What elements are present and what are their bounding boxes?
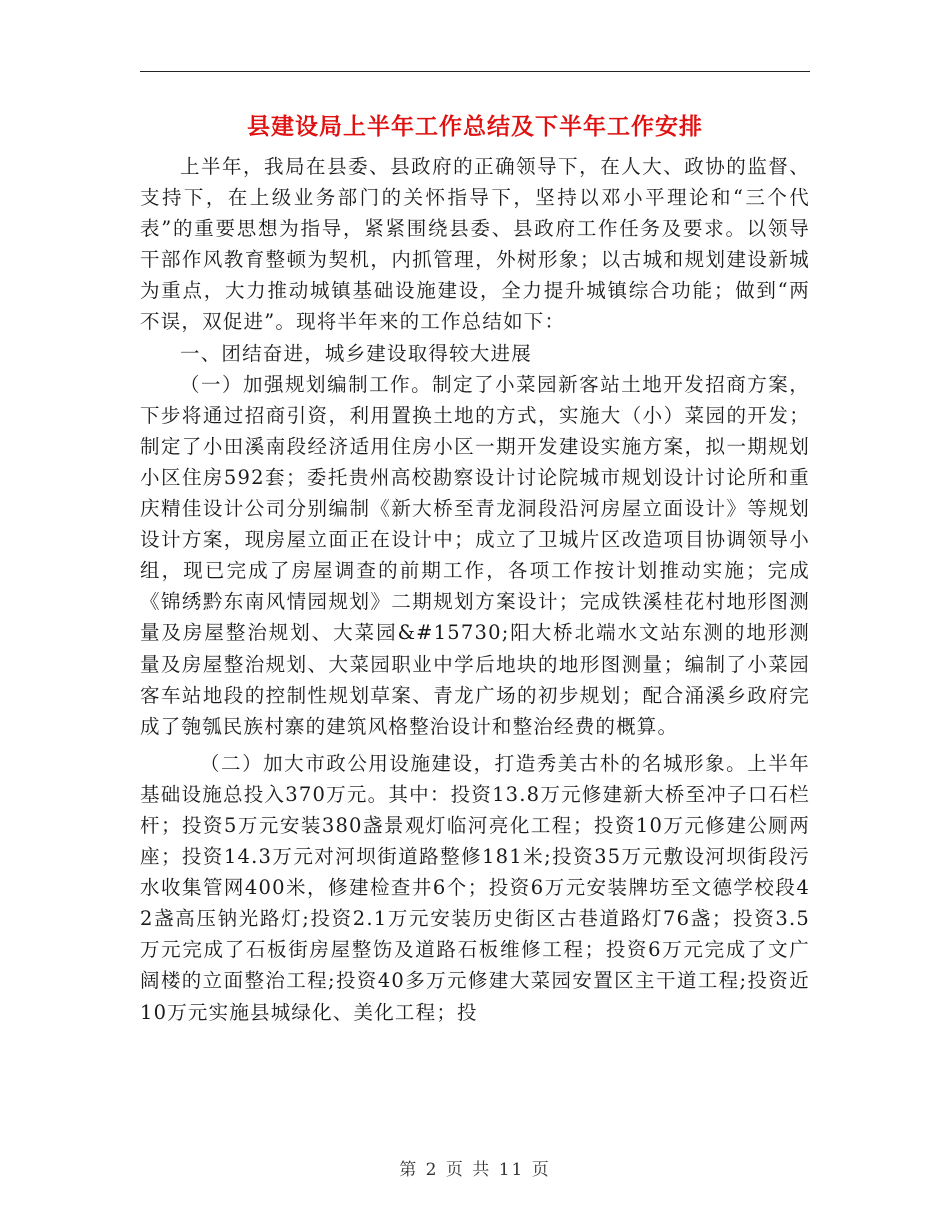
section-heading: 一、团结奋进，城乡建设取得较大进展: [180, 341, 532, 365]
document-body: [140, 151, 810, 1028]
page-footer: 第 2 页 共 11 页: [399, 1160, 551, 1180]
document-title: 县建设局上半年工作总结及下半年工作安排: [247, 113, 703, 140]
header-rule: [140, 71, 810, 72]
subsection-1-paragraph: （一）加强规划编制工作。制定了小菜园新客站土地开发招商方案，下步将通过招商引资，利用置换土地的方式，实施大（小）菜园的开发；制定了小田溪南段经济适用住房小区一期开发建设实施方案，拟一期规划小区住房592套；委托贵州高校勘察设计讨论院城市规划设计讨论所和重庆精佳设计公司分别编制《新大桥至青龙洞段沿河房屋立面设计》等规划设计方案，现房屋立面正在设计中；成立了卫城片区改造项目协调领导小组，现已完成了房屋调查的前期工作，各项工作按计划推动实施；完成《锦绣黔东南风情园规划》二期规划方案设计；完成铁溪桂花村地形图测量及房屋整治规划、大菜园&#15730;阳大桥北端水文站东测的地形测量及房屋整治规划、大菜园职业中学后地块的地形图测量；编制了小菜园客车站地段的控制性规划草案、青龙广场的初步规划；配合涌溪乡政府完成了匏瓠民族村寨的建筑风格整治设计和整治经费的概算。: [140, 372, 810, 738]
intro-paragraph: 上半年，我局在县委、县政府的正确领导下，在人大、政协的监督、支持下，在上级业务部门的关怀指导下，坚持以邓小平理论和“三个代表”的重要思想为指导，紧紧围绕县委、县政府工作任务及要求。以领导干部作风教育整顿为契机，内抓管理，外树形象；以古城和规划建设新城为重点，大力推动城镇基础设施建设，全力提升城镇综合功能；做到“两不误，双促进”。现将半年来的工作总结如下：: [140, 155, 810, 334]
subsection-2-paragraph: （二）加大市政公用设施建设，打造秀美古朴的名城形象。上半年基础设施总投入370万元。其中：投资13.8万元修建新大桥至冲子口石栏杆；投资5万元安装380盏景观灯临河亮化工程；投资10万元修建公厕两座；投资14.3万元对河坝街道路整修181米;投资35万元敷设河坝街段污水收集管网400米，修建检查井6个；投资6万元安装牌坊至文德学校段42盏高压钠光路灯;投资2.1万元安装历史街区古巷道路灯76盏；投资3.5万元完成了石板街房屋整饬及道路石板维修工程；投资6万元完成了文广阔楼的立面整治工程;投资40多万元修建大菜园安置区主干道工程;投资近10万元实施县城绿化、美化工程；投: [140, 751, 810, 1024]
